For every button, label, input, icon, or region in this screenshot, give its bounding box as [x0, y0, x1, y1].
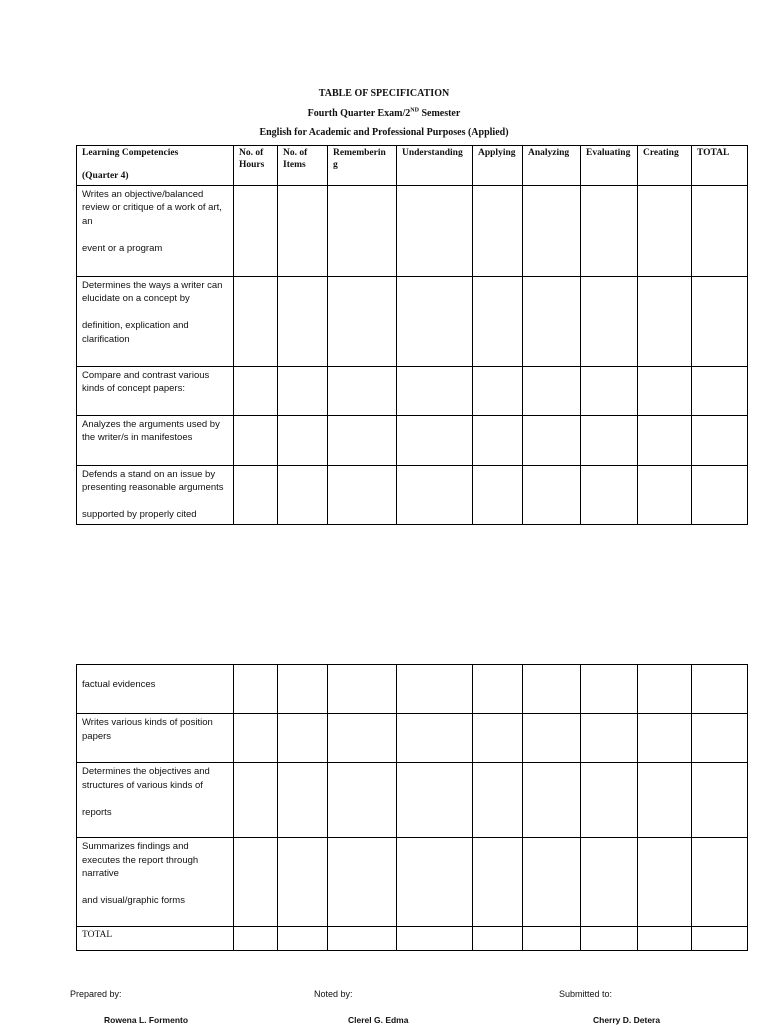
creating-cell[interactable]	[638, 714, 692, 763]
understanding-cell[interactable]	[397, 838, 473, 927]
understanding-cell[interactable]	[397, 366, 473, 415]
understanding-cell[interactable]	[397, 763, 473, 838]
table-row	[77, 465, 748, 524]
submitted-to-name: Cherry D. Detera	[593, 1015, 661, 1025]
applying-cell[interactable]	[473, 714, 523, 763]
hours-cell[interactable]	[234, 465, 278, 524]
competency-cell: Summarizes findings and executes the report through narrative and visual/graphic forms	[77, 838, 234, 927]
prepared-by-label: Prepared by:	[70, 989, 122, 999]
analyzing-cell[interactable]	[523, 465, 581, 524]
document-subtitle	[0, 108, 768, 119]
competency-cell: factual evidences	[77, 665, 234, 714]
items-cell[interactable]	[278, 927, 328, 951]
understanding-cell[interactable]	[397, 927, 473, 951]
remembering-cell[interactable]	[328, 185, 397, 276]
understanding-cell[interactable]	[397, 465, 473, 524]
table-row	[77, 415, 748, 465]
analyzing-cell[interactable]	[523, 927, 581, 951]
items-cell[interactable]	[278, 415, 328, 465]
competency-cell: Writes an objective/balanced review or critique of a work of art, an event or a program	[77, 185, 234, 276]
header-creating: Creating	[638, 146, 692, 186]
noted-by-label: Noted by:	[314, 989, 353, 999]
header-items: No. of Items	[278, 146, 328, 186]
table-row	[77, 276, 748, 366]
evaluating-cell[interactable]	[581, 185, 638, 276]
evaluating-cell[interactable]	[581, 665, 638, 714]
total-cell[interactable]	[692, 366, 748, 415]
noted-by-name: Clerel G. Edma	[348, 1015, 409, 1025]
course-title: English for Academic and Professional Purposes (Applied)	[259, 127, 509, 138]
remembering-cell[interactable]	[328, 366, 397, 415]
specification-table-page1	[76, 145, 748, 525]
total-cell[interactable]	[692, 665, 748, 714]
header-evaluating: Evaluating	[581, 146, 638, 186]
total-row	[77, 927, 748, 951]
table-row	[77, 665, 748, 714]
creating-cell[interactable]	[638, 185, 692, 276]
creating-cell[interactable]	[638, 927, 692, 951]
header-remembering: Rememberin g	[328, 146, 397, 186]
header-row	[77, 146, 748, 186]
total-cell[interactable]	[692, 763, 748, 838]
table-row	[77, 714, 748, 763]
analyzing-cell[interactable]	[523, 714, 581, 763]
items-cell[interactable]	[278, 276, 328, 366]
analyzing-cell[interactable]	[523, 366, 581, 415]
competency-cell: Defends a stand on an issue by presenting reasonable arguments supported by properly cited	[77, 465, 234, 524]
remembering-cell[interactable]	[328, 665, 397, 714]
remembering-cell[interactable]	[328, 927, 397, 951]
header-analyzing: Analyzing	[523, 146, 581, 186]
total-cell[interactable]	[692, 276, 748, 366]
table-row	[77, 185, 748, 276]
applying-cell[interactable]	[473, 415, 523, 465]
hours-cell[interactable]	[234, 838, 278, 927]
hours-cell[interactable]	[234, 665, 278, 714]
creating-cell[interactable]	[638, 366, 692, 415]
understanding-cell[interactable]	[397, 665, 473, 714]
evaluating-cell[interactable]	[581, 415, 638, 465]
hours-cell[interactable]	[234, 714, 278, 763]
creating-cell[interactable]	[638, 763, 692, 838]
competency-cell: Analyzes the arguments used by the writer/s in manifestoes	[77, 415, 234, 465]
evaluating-cell[interactable]	[581, 927, 638, 951]
creating-cell[interactable]	[638, 465, 692, 524]
remembering-cell[interactable]	[328, 714, 397, 763]
evaluating-cell[interactable]	[581, 276, 638, 366]
applying-cell[interactable]	[473, 366, 523, 415]
hours-cell[interactable]	[234, 415, 278, 465]
items-cell[interactable]	[278, 185, 328, 276]
analyzing-cell[interactable]	[523, 276, 581, 366]
prepared-by-name: Rowena L. Formento	[104, 1015, 189, 1025]
items-cell[interactable]	[278, 763, 328, 838]
analyzing-cell[interactable]	[523, 838, 581, 927]
creating-cell[interactable]	[638, 276, 692, 366]
total-cell[interactable]	[692, 185, 748, 276]
items-cell[interactable]	[278, 714, 328, 763]
understanding-cell[interactable]	[397, 185, 473, 276]
remembering-cell[interactable]	[328, 465, 397, 524]
table-row	[77, 366, 748, 415]
applying-cell[interactable]	[473, 838, 523, 927]
header-applying: Applying	[473, 146, 523, 186]
subtitle-superscript: ND	[410, 107, 419, 114]
remembering-cell[interactable]	[328, 838, 397, 927]
applying-cell[interactable]	[473, 763, 523, 838]
competency-cell: Determines the ways a writer can elucidate on a concept by definition, explication and clarification	[77, 276, 234, 366]
competency-cell: Compare and contrast various kinds of concept papers:	[77, 366, 234, 415]
items-cell[interactable]	[278, 838, 328, 927]
evaluating-cell[interactable]	[581, 366, 638, 415]
evaluating-cell[interactable]	[581, 714, 638, 763]
evaluating-cell[interactable]	[581, 763, 638, 838]
hours-cell[interactable]	[234, 276, 278, 366]
header-hours: No. of Hours	[234, 146, 278, 186]
analyzing-cell[interactable]	[523, 415, 581, 465]
creating-cell[interactable]	[638, 665, 692, 714]
understanding-cell[interactable]	[397, 415, 473, 465]
competency-cell: Writes various kinds of position papers	[77, 714, 234, 763]
items-cell[interactable]	[278, 366, 328, 415]
total-cell[interactable]	[692, 927, 748, 951]
submitted-to-label: Submitted to:	[559, 989, 613, 999]
hours-cell[interactable]	[234, 366, 278, 415]
table-row	[77, 763, 748, 838]
understanding-cell[interactable]	[397, 276, 473, 366]
total-cell[interactable]	[692, 838, 748, 927]
header-total: TOTAL	[692, 146, 748, 186]
subtitle-main: Fourth Quarter Exam/2	[307, 108, 411, 119]
table-row	[77, 838, 748, 927]
analyzing-cell[interactable]	[523, 665, 581, 714]
remembering-cell[interactable]	[328, 276, 397, 366]
header-understanding: Understanding	[397, 146, 473, 186]
header-competencies: Learning Competencies (Quarter 4)	[77, 146, 234, 186]
analyzing-cell[interactable]	[523, 763, 581, 838]
remembering-cell[interactable]	[328, 415, 397, 465]
items-cell[interactable]	[278, 665, 328, 714]
applying-cell[interactable]	[473, 276, 523, 366]
applying-cell[interactable]	[473, 927, 523, 951]
items-cell[interactable]	[278, 465, 328, 524]
competency-cell: Determines the objectives and structures of various kinds of reports	[77, 763, 234, 838]
evaluating-cell[interactable]	[581, 838, 638, 927]
applying-cell[interactable]	[473, 465, 523, 524]
evaluating-cell[interactable]	[581, 465, 638, 524]
total-cell[interactable]	[692, 465, 748, 524]
analyzing-cell[interactable]	[523, 185, 581, 276]
total-cell[interactable]	[692, 415, 748, 465]
hours-cell[interactable]	[234, 185, 278, 276]
remembering-cell[interactable]	[328, 763, 397, 838]
total-cell[interactable]	[692, 714, 748, 763]
applying-cell[interactable]	[473, 665, 523, 714]
understanding-cell[interactable]	[397, 714, 473, 763]
subtitle-tail: Semester	[418, 108, 461, 119]
hours-cell[interactable]	[234, 927, 278, 951]
creating-cell[interactable]	[638, 415, 692, 465]
creating-cell[interactable]	[638, 838, 692, 927]
document-title: TABLE OF SPECIFICATION	[318, 88, 450, 99]
specification-table-page2	[76, 664, 748, 951]
applying-cell[interactable]	[473, 185, 523, 276]
hours-cell[interactable]	[234, 763, 278, 838]
total-label-cell: TOTAL	[77, 927, 234, 951]
